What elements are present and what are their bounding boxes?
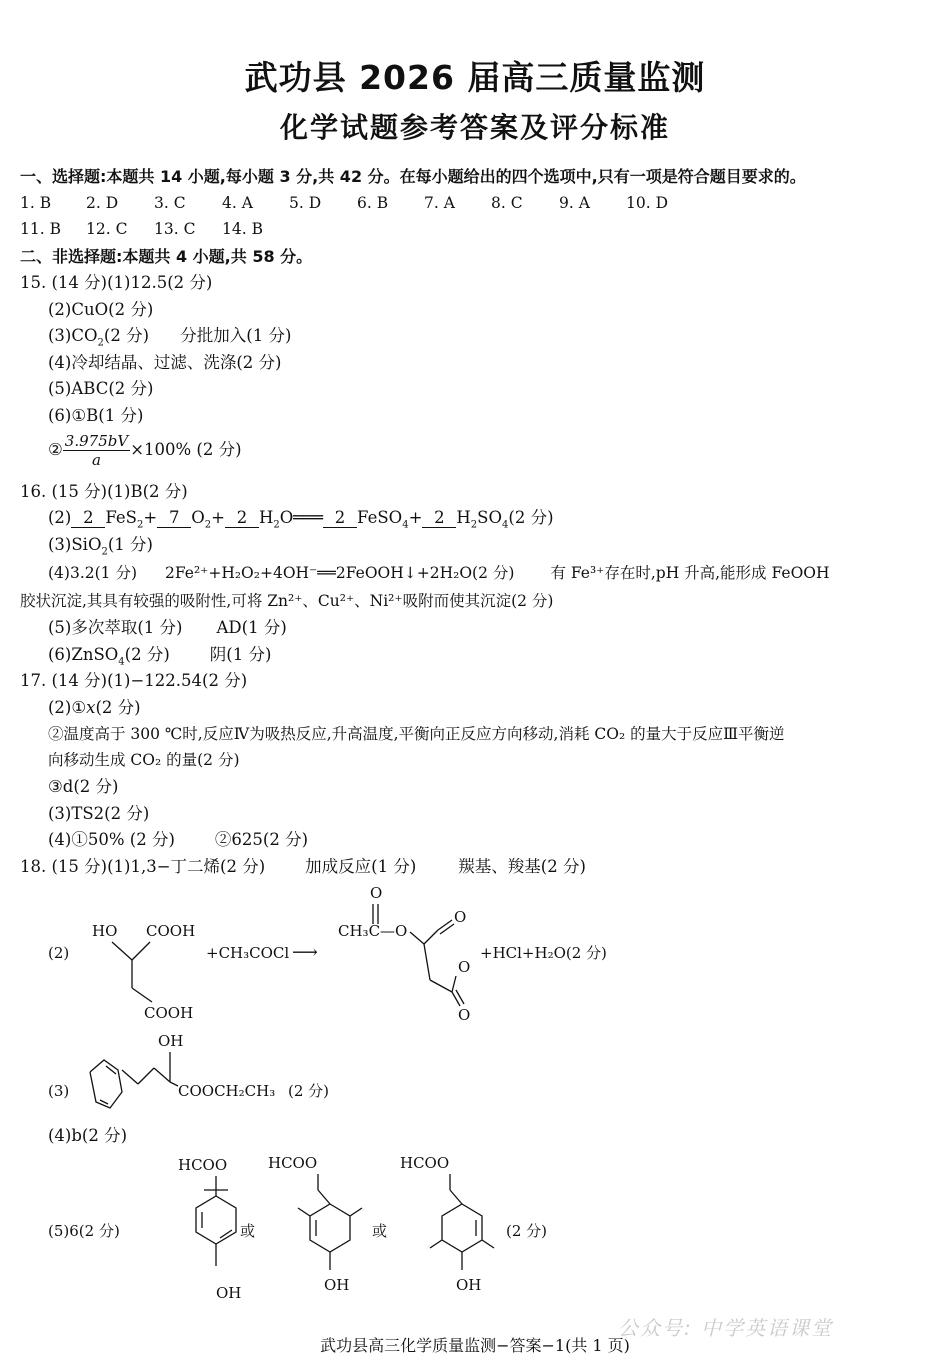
q17-line1: 17. (14 分)(1)−122.54(2 分) — [20, 671, 248, 690]
page-title: 武功县 2026 届高三质量监测 — [244, 58, 706, 97]
section1-heading: 一、选择题:本题共 14 小题,每小题 3 分,共 42 分。在每小题给出的四个选项中,只有一项是符合题目要求的。 — [20, 167, 806, 186]
bond — [482, 1240, 494, 1248]
bond — [424, 930, 438, 944]
q17-line3: ②温度高于 300 ℃时,反应Ⅳ为吸热反应,升高温度,平衡向正反应方向移动,消耗 CO₂ 的量大于反应Ⅲ平衡逆 — [48, 725, 785, 743]
hydroxyl-label: HO — [92, 922, 118, 940]
q18-reaction-diagram — [40, 880, 640, 1030]
oh-label: OH — [158, 1032, 184, 1050]
bond — [100, 1100, 108, 1104]
acetyl-label: CH₃C — [338, 922, 381, 940]
bond — [452, 976, 456, 992]
formate-label: HCOO — [400, 1154, 450, 1172]
page-footer: 武功县高三化学质量监测−答案−1(共 1 页) — [320, 1336, 630, 1355]
mc-answer: 3. C — [154, 194, 186, 212]
bond — [438, 920, 452, 930]
bond — [424, 944, 430, 980]
bond — [132, 988, 152, 1002]
q15-line7: ② $\frac{3.975bV}{a}$ ×100% (2 分) — [48, 432, 242, 469]
q15-line2: (2)CuO(2 分) — [48, 300, 154, 319]
q15-line4: (4)冷却结晶、过滤、洗涤(2 分) — [48, 353, 282, 372]
mc-answer: 14. B — [222, 220, 263, 238]
q18-p4: (4)b(2 分) — [48, 1126, 128, 1145]
o-label: O — [458, 1006, 471, 1024]
oh-label: OH — [456, 1276, 482, 1294]
q17-line2: (2)①x(2 分) — [48, 698, 141, 717]
q16-line1: 16. (15 分)(1)B(2 分) — [20, 482, 188, 501]
o-label: O — [454, 908, 467, 926]
q15-line1: 15. (14 分)(1)12.5(2 分) — [20, 273, 213, 292]
bond — [350, 1208, 362, 1216]
mc-answer: 2. D — [86, 194, 119, 212]
q15-line6: (6)①B(1 分) — [48, 406, 144, 425]
q17-line6: (3)TS2(2 分) — [48, 804, 150, 823]
or-label: 或 — [240, 1222, 256, 1240]
diene-ring — [90, 1060, 122, 1108]
reaction-arrow: ⟶ — [292, 942, 318, 963]
q16-line5: 胶状沉淀,其具有较强的吸附性,可将 Zn²⁺、Cu²⁺、Ni²⁺吸附而使其沉淀(2 分) — [20, 592, 554, 610]
reagent-label: +CH₃COCl — [206, 944, 290, 962]
mc-answer: 7. A — [424, 194, 455, 212]
bond — [112, 942, 132, 960]
q18-p3-label: (3) — [48, 1082, 70, 1100]
mc-answer: 8. C — [491, 194, 523, 212]
watermark: 公众号: 中学英语课堂 — [618, 1316, 834, 1340]
oh-label: OH — [324, 1276, 350, 1294]
o-label: O — [458, 958, 471, 976]
bond — [440, 924, 454, 934]
bond — [132, 942, 150, 960]
carbonyl-o-label: O — [370, 884, 383, 902]
bond — [298, 1208, 310, 1216]
bond — [122, 1070, 138, 1084]
bond — [138, 1068, 154, 1084]
bond — [220, 1230, 232, 1238]
q15-line5: (5)ABC(2 分) — [48, 379, 154, 398]
ester-o-label: —O — [380, 922, 408, 940]
mc-answer: 6. B — [357, 194, 389, 212]
bond — [170, 1082, 178, 1086]
fraction: $\frac{3.975bV}{a}$ — [64, 432, 129, 469]
carboxyl-label: COOH — [144, 1004, 194, 1022]
bond — [318, 1190, 330, 1204]
mc-answer: 1. B — [20, 194, 52, 212]
q18-p5-label: (5)6(2 分) — [48, 1222, 120, 1240]
q18-line1: 18. (15 分)(1)1,3−丁二烯(2 分) 加成反应(1 分) 羰基、羧基(2 分) — [20, 857, 586, 876]
q16-line4: (4)3.2(1 分) 2Fe²⁺+H₂O₂+4OH⁻══2FeOOH↓+2H₂O(2 分) 有 Fe³⁺存在时,pH 升高,能形成 FeOOH — [48, 564, 830, 582]
oh-label: OH — [216, 1284, 242, 1302]
q18-p3-score: (2 分) — [288, 1082, 330, 1100]
mc-answer: 4. A — [222, 194, 253, 212]
mc-answer: 5. D — [289, 194, 322, 212]
or-label: 或 — [372, 1222, 388, 1240]
bond — [154, 1068, 170, 1082]
bond — [430, 1240, 442, 1248]
section2-heading: 二、非选择题:本题共 4 小题,共 58 分。 — [20, 247, 313, 266]
q18-p2-label: (2) — [48, 944, 70, 962]
q18-p2-tail: +HCl+H₂O(2 分) — [480, 944, 607, 962]
mc-answer: 12. C — [86, 220, 128, 238]
page-subtitle: 化学试题参考答案及评分标准 — [279, 111, 670, 144]
mc-answer: 10. D — [626, 194, 669, 212]
q18-p5-diagram — [40, 1148, 600, 1306]
bond — [410, 932, 424, 944]
q16-equation: (2) 2 FeS$_2$+ 7 $O_2+ 2$ $H_2O═══$ 2 FeSO$_4$+ 2 $H_2SO_4(2$ 分) — [48, 508, 554, 531]
q17-line7: (4)①50% (2 分) ②625(2 分) — [48, 830, 309, 849]
formate-label: HCOO — [268, 1154, 318, 1172]
bond — [430, 980, 452, 992]
q16-line6: (5)多次萃取(1 分) AD(1 分) — [48, 618, 287, 637]
q18-p5-score: (2 分) — [506, 1222, 548, 1240]
carboxyl-label: COOH — [146, 922, 196, 940]
q15-line3: $(3)CO_2(2$ 分) 分批加入(1 分) — [48, 326, 292, 349]
q17-line5: ③d(2 分) — [48, 777, 119, 796]
mc-answer: 13. C — [154, 220, 196, 238]
q16-line7: (6)ZnSO$_4$(2 分) 阴(1 分) — [48, 645, 272, 668]
bond — [450, 1190, 462, 1204]
ester-label: COOCH₂CH₃ — [178, 1082, 276, 1100]
q16-line3: (3)SiO$_2$(1 分) — [48, 535, 153, 558]
q18-p3-diagram — [40, 1030, 400, 1120]
q17-line4: 向移动生成 CO₂ 的量(2 分) — [48, 751, 240, 769]
mc-answer: 11. B — [20, 220, 61, 238]
mc-answer: 9. A — [559, 194, 590, 212]
formate-label: HCOO — [178, 1156, 228, 1174]
